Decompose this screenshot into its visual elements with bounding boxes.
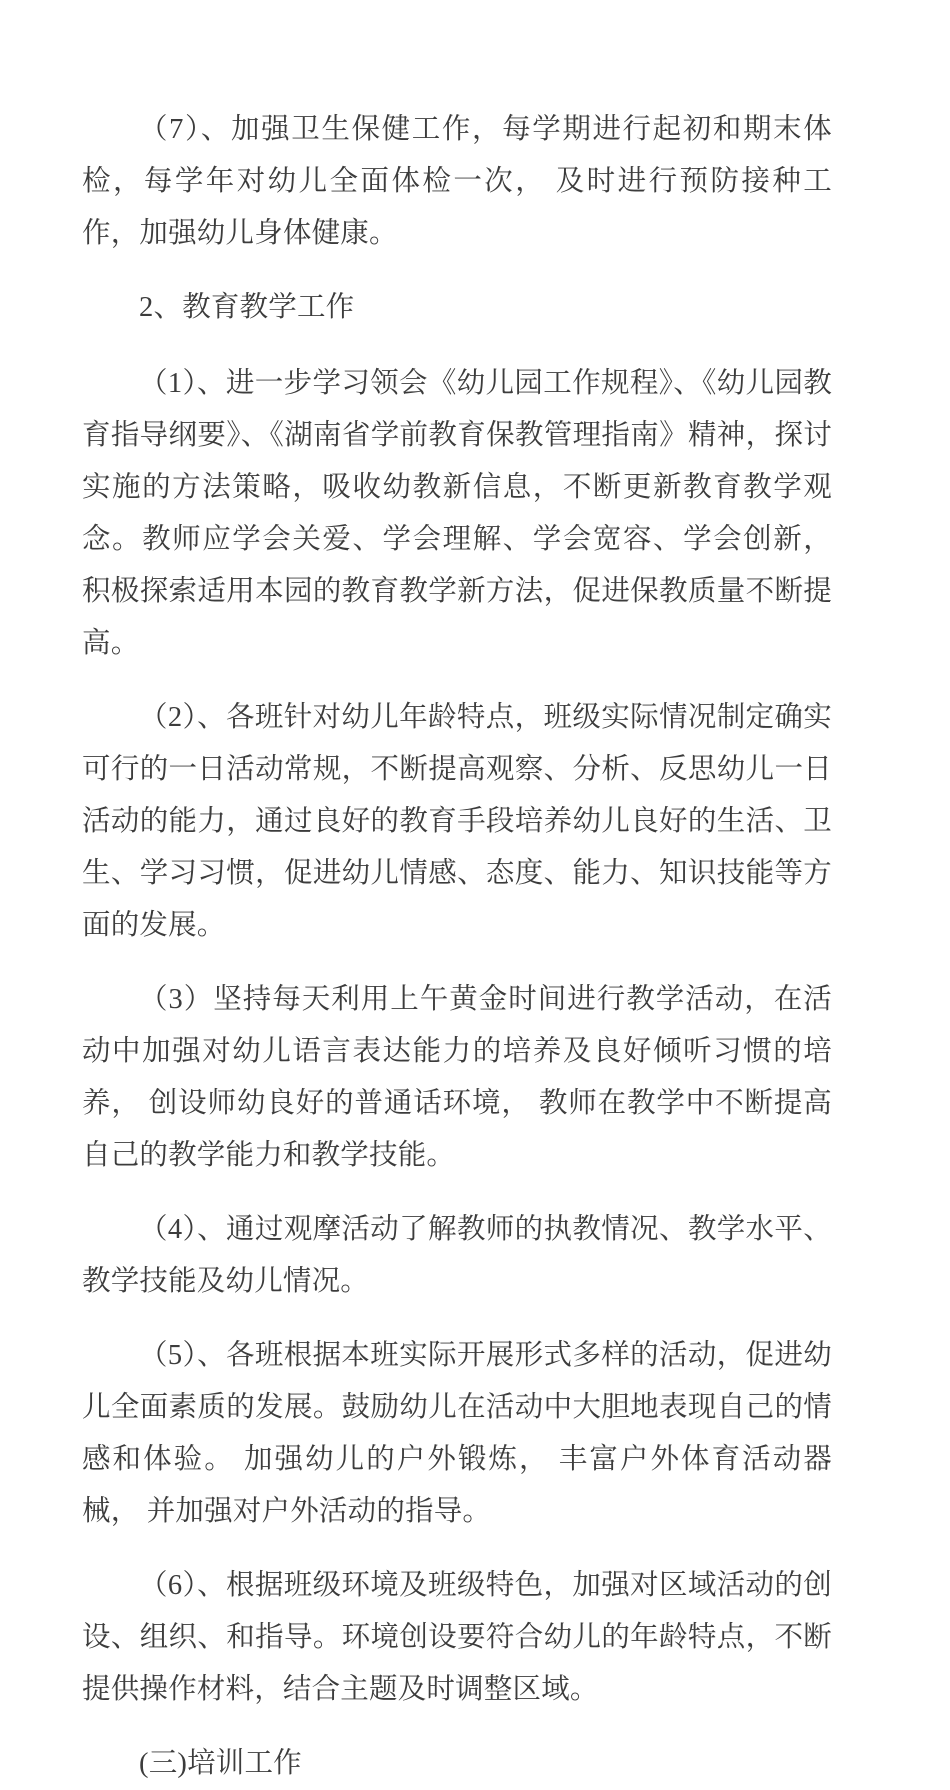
paragraph-item-5-class-activities: （5）、各班根据本班实际开展形式多样的活动，促进幼儿全面素质的发展。鼓励幼儿在活动中大胆地表现自己的情感和体验。 加强幼儿的户外锻炼， 丰富户外体育活动器械， 并加强对户外活动的指导。 [82,1340,832,1527]
paragraph-item-7-health-care: （7）、加强卫生保健工作，每学期进行起初和期末体检，每学年对幼儿全面体检一次， 及时进行预防接种工作，加强幼儿身体健康。 [82,114,832,249]
document-text-body [82,104,832,1790]
paragraph-item-3-morning-teaching: （3）坚持每天利用上午黄金时间进行教学活动，在活动中加强对幼儿语言表达能力的培养及良好倾听习惯的培养， 创设师幼良好的普通话环境， 教师在教学中不断提高自己的教学能力和教学技能。 [82,984,832,1171]
paragraph-item-1-study-regulations: （1）、进一步学习领会《幼儿园工作规程》、《幼儿园教育指导纲要》、《湖南省学前教育保教管理指南》精神，探讨实施的方法策略，吸收幼教新信息，不断更新教育教学观念。教师应学会关爱、学会理解、学会宽容、学会创新， 积极探索适用本园的教育教学新方法，促进保教质量不断提高。 [82,368,832,659]
paragraph-item-6-area-activities: （6）、根据班级环境及班级特色，加强对区域活动的创设、组织、和指导。环境创设要符合幼儿的年龄特点，不断提供操作材料，结合主题及时调整区域。 [82,1570,832,1705]
paragraph-section-2-heading: 2、教育教学工作 [139,292,355,323]
paragraph-item-4-observation: （4）、通过观摩活动了解教师的执教情况、教学水平、教学技能及幼儿情况。 [82,1214,832,1297]
paragraph-section-3-training-heading: (三)培训工作 [139,1748,302,1779]
paragraph-item-2-daily-routine: （2）、各班针对幼儿年龄特点，班级实际情况制定确实可行的一日活动常规，不断提高观察、分析、反思幼儿一日活动的能力，通过良好的教育手段培养幼儿良好的生活、卫生、学习习惯，促进幼儿情感、态度、能力、知识技能等方面的发展。 [82,702,832,941]
